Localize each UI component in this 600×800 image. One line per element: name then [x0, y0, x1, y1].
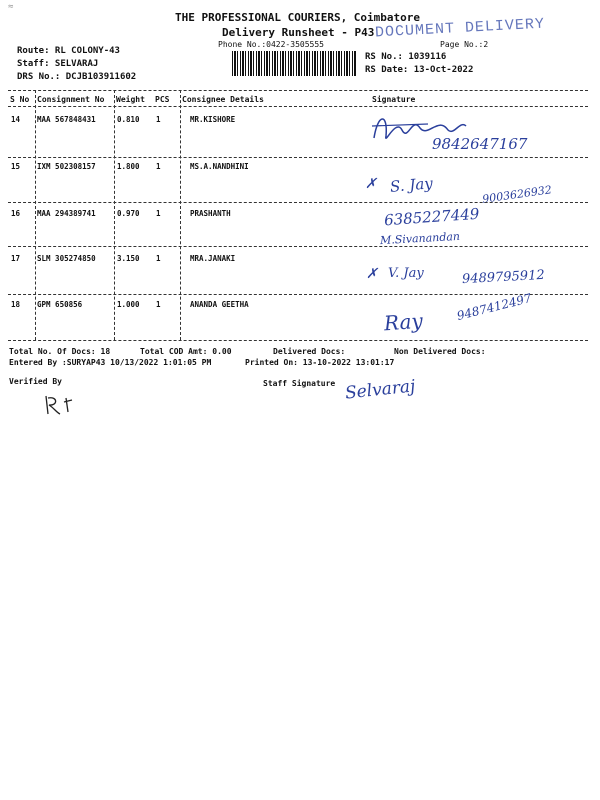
row-sno: 16 — [11, 209, 21, 218]
document-title: THE PROFESSIONAL COURIERS, Coimbatore — [175, 11, 421, 24]
row-weight: 0.810 — [117, 115, 140, 124]
col-divider — [35, 90, 36, 340]
signature-phone-17: 9489795912 — [461, 267, 546, 288]
row-consignee: PRASHANTH — [190, 209, 231, 218]
row-consignment: MAA 567848431 — [37, 115, 96, 124]
route: Route: RL COLONY-43 — [17, 46, 120, 56]
row-consignee: MR.KISHORE — [190, 115, 236, 124]
row-consignee: MS.A.NANDHINI — [190, 162, 249, 171]
total-docs: Total No. Of Docs: 18 — [9, 347, 111, 356]
row-consignee: ANANDA GEETHA — [190, 300, 249, 309]
signature-name-17: V. Jay — [388, 266, 424, 281]
total-cod: Total COD Amt: 0.00 — [140, 347, 232, 356]
row-sno: 14 — [11, 115, 21, 124]
col-header-weight: Weight — [116, 95, 145, 104]
delivered-docs: Delivered Docs: — [273, 347, 346, 356]
non-delivered-docs: Non Delivered Docs: — [394, 347, 486, 356]
row-weight: 0.970 — [117, 209, 140, 218]
document-delivery-stamp: DOCUMENT DELIVERY — [374, 15, 546, 42]
row-weight: 1.800 — [117, 162, 140, 171]
row-separator — [8, 157, 588, 158]
row-weight: 1.000 — [117, 300, 140, 309]
row-pcs: 1 — [156, 115, 161, 124]
row-sno: 15 — [11, 162, 21, 171]
col-header-sno: S No — [10, 95, 30, 104]
col-divider — [180, 90, 181, 340]
row-consignment: MAA 294389741 — [37, 209, 96, 218]
table-top-rule — [8, 90, 588, 91]
page-number: Page No.:2 — [440, 40, 489, 49]
row-pcs: 1 — [156, 300, 161, 309]
signature-mark-15: ✗ — [365, 176, 377, 192]
row-sno: 17 — [11, 254, 21, 263]
rs-date: RS Date: 13-Oct-2022 — [365, 65, 474, 75]
drs-number: DRS No.: DCJB103911602 — [17, 72, 137, 82]
row-consignment: GPM 650856 — [37, 300, 83, 309]
table-header-rule — [8, 106, 588, 107]
row-pcs: 1 — [156, 162, 161, 171]
signature-phone-18: 9487412497 — [455, 290, 533, 324]
col-header-pcs: PCS — [155, 95, 170, 104]
staff: Staff: SELVARAJ — [17, 59, 99, 69]
signature-mark-17: ✗ — [366, 266, 378, 282]
row-sno: 18 — [11, 300, 21, 309]
staff-signature-hand: Selvaraj — [344, 376, 417, 404]
printed-on: Printed On: 13-10-2022 13:01:17 — [245, 358, 395, 367]
col-divider — [114, 90, 115, 340]
document-subtitle: Delivery Runsheet - P43 — [222, 26, 375, 39]
row-separator — [8, 246, 588, 247]
row-pcs: 1 — [156, 209, 161, 218]
rs-number: RS No.: 1039116 — [365, 52, 447, 62]
signature-name-15: S. Jay — [389, 174, 434, 196]
phone-number: Phone No.:0422-3505555 — [218, 40, 324, 49]
staff-signature-label: Staff Signature — [263, 379, 336, 388]
col-header-signature: Signature — [372, 95, 416, 104]
verified-by-signature — [40, 392, 80, 418]
row-weight: 3.150 — [117, 254, 140, 263]
signature-name-15b: M.Sivanandan — [379, 229, 461, 248]
col-header-consignee: Consignee Details — [182, 95, 264, 104]
barcode — [232, 51, 357, 76]
row-separator — [8, 202, 588, 203]
table-bottom-rule — [8, 340, 588, 341]
row-pcs: 1 — [156, 254, 161, 263]
row-consignee: MRA.JANAKI — [190, 254, 236, 263]
signature-phone-14: 9842647167 — [432, 135, 528, 153]
corner-mark: ≈ — [8, 2, 14, 12]
signature-name-18: Ray — [383, 308, 424, 336]
col-header-consignment: Consignment No — [37, 95, 105, 104]
signature-phone-15b: 6385227449 — [383, 204, 480, 230]
verified-by-label: Verified By — [9, 377, 62, 386]
row-consignment: SLM 305274850 — [37, 254, 96, 263]
row-consignment: IXM 502308157 — [37, 162, 96, 171]
row-separator — [8, 294, 588, 295]
signature-phone-15a: 9003626932 — [481, 183, 553, 206]
entered-by: Entered By :SURYAP43 10/13/2022 1:01:05 PM — [9, 358, 212, 367]
